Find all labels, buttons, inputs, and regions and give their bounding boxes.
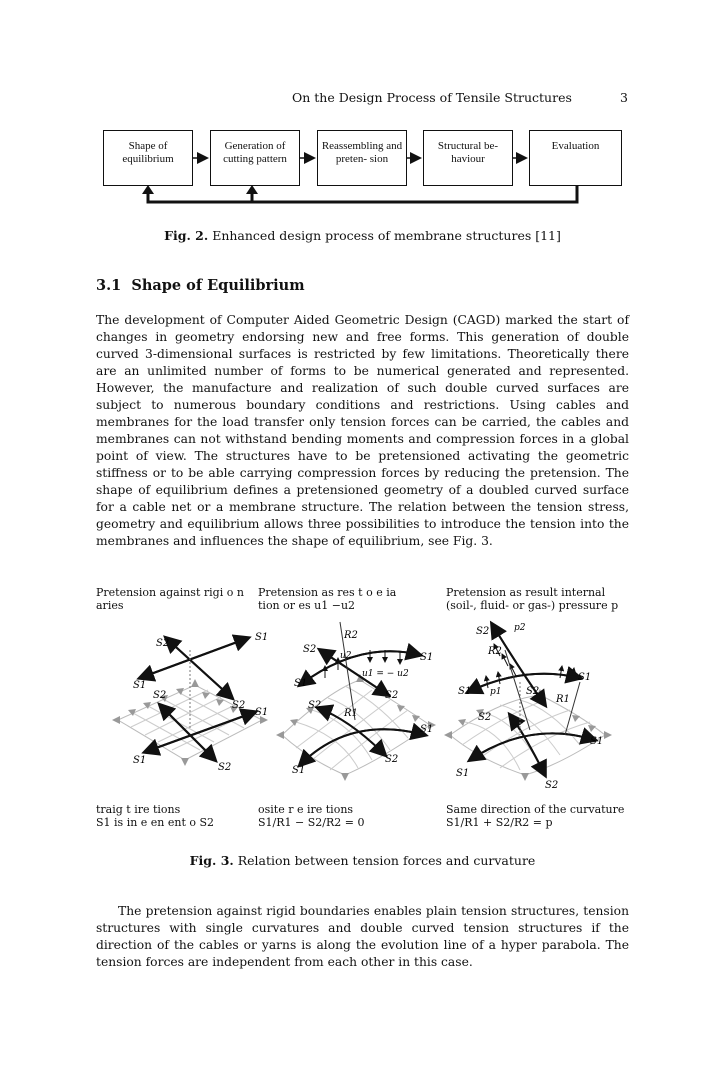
label-s2: S2 [303, 644, 317, 655]
label-s1: S1 [420, 724, 434, 735]
label-s2: S2 [153, 690, 167, 701]
panel3-bottom [446, 803, 636, 829]
running-header: On the Design Process of Tensile Structures [292, 90, 572, 105]
label-s1: S1 [255, 632, 269, 643]
figure-3-caption-text: Relation between tension forces and curvature [237, 853, 536, 868]
label-s2: S2 [385, 754, 399, 765]
panel2-title-line1: Pretension as res t o e ia [258, 586, 397, 599]
panel3-formula: S1/R1 + S2/R2 = p [446, 816, 553, 829]
panel3-diagram [444, 623, 612, 791]
paragraph-1 [96, 312, 629, 550]
panel1-diagram [112, 632, 268, 773]
label-s1: S1 [292, 765, 306, 776]
panel3-title [446, 586, 636, 612]
panel1-bottom-line1: traig t ire tions [96, 803, 181, 816]
label-s1: S1 [255, 707, 269, 718]
figure-2-caption [96, 228, 629, 243]
paragraph-2-text: The pretension against rigid boundaries enables plain tension structures, tension structures with single curvatures and double curved tension structures if the direction of the cables or yarns is along the evolution line of a hyper parabola. The tension forces are independent from each other in this case. [96, 904, 629, 969]
panel3-title-line2: (soil-, fluid- or gas-) pressure p [446, 599, 619, 612]
section-title: Shape of Equilibrium [131, 277, 305, 294]
figure-3-diagrams [0, 610, 725, 800]
label-s2: S2 [156, 638, 170, 649]
paragraph-2 [96, 903, 629, 971]
flow-box-evaluation: Evaluation [529, 130, 622, 186]
label-r1: R1 [556, 694, 570, 705]
label-r2: R2 [344, 630, 358, 641]
label-s1: S1 [420, 652, 434, 663]
label-s2: S2 [232, 700, 246, 711]
label-s1: S1 [133, 680, 147, 691]
label-u-equation: u1 = − u2 [362, 669, 409, 679]
flow-box-shape-of-equilibrium: Shape of equilibrium [103, 130, 193, 186]
label-s2: S2 [218, 762, 232, 773]
feedback-arrowhead [246, 185, 258, 194]
panel1-title: Pretension against rigi o n aries [96, 586, 244, 612]
flow-box-cutting-pattern: Generation of cutting pattern [210, 130, 300, 186]
section-heading [96, 277, 305, 294]
label-u2: u2 [340, 651, 352, 661]
feedback-line [148, 186, 577, 202]
s1-top-curve [468, 674, 580, 692]
panel2-formula: S1/R1 − S2/R2 = 0 [258, 816, 365, 829]
flowchart-arrows [0, 0, 725, 220]
figure-3-label: Fig. 3. [189, 853, 234, 868]
panel3-bottom-line1: Same direction of the curvature [446, 803, 625, 816]
s1-top-curve [468, 674, 580, 692]
panel2-bottom-line1: osite r e ire tions [258, 803, 354, 816]
panel2-title-line2: tion or es u1 −u2 [258, 599, 356, 612]
label-r1: R1 [344, 708, 358, 719]
panel1-bottom [96, 803, 256, 829]
label-p1: p1 [490, 687, 502, 697]
label-s1: S1 [458, 686, 472, 697]
label-r2: R2 [488, 646, 502, 657]
panel3-title-line1: Pretension as result internal [446, 586, 606, 599]
page-number: 3 [620, 90, 628, 105]
section-number: 3.1 [96, 277, 122, 294]
paragraph-1-text: The development of Computer Aided Geometric Design (CAGD) marked the start of changes in geometry endorsing new and free forms. This generation of double curved 3-dimensional surfaces is restricted by few limitations. Theoretically there are an unlimited number of forms to be numerical generated and represented. However, the manufacture and realization of such double curved surfaces are subject to numerous boundary conditions and restrictions. Using cables and membranes for the load transfer only tension forces can be carried, the cables and membranes can not withstand bending moments and compression forces in a global point of view. The structures have to be pretensioned activating the geometric stiffness or to be able carrying compression forces by reducing the pretension. The shape of equilibrium defines a pretensioned geometry of a doubled curved surface for a cable net or a membrane structure. The relation between the tension stress, geometry and equilibrium allows three possibilities to introduce the tension into the membranes and influences the shape of equilibrium, see Fig. 3. [96, 313, 629, 548]
label-s1: S1 [590, 736, 604, 747]
label-s2: S2 [545, 780, 559, 791]
label-s1: S1 [133, 755, 147, 766]
figure-2-caption-text: Enhanced design process of membrane structures [11] [212, 228, 561, 243]
panel1-bottom-line2: S1 is in e en ent o S2 [96, 816, 215, 829]
label-p2: p2 [514, 623, 526, 633]
label-s2: S2 [526, 686, 540, 697]
feedback-arrowhead [142, 185, 154, 194]
label-s1: S1 [578, 672, 592, 683]
label-s1: S1 [294, 678, 308, 689]
flow-box-reassembling: Reassembling and preten- sion [317, 130, 407, 186]
figure-2-label: Fig. 2. [164, 228, 209, 243]
label-s2: S2 [476, 626, 490, 637]
label-s1: S1 [456, 768, 470, 779]
label-s2: S2 [308, 700, 322, 711]
figure-3-caption [96, 853, 629, 868]
panel2-bottom [258, 803, 438, 829]
label-s2: S2 [478, 712, 492, 723]
panel2-diagram [276, 622, 436, 781]
panel2-title [258, 586, 438, 612]
flow-box-structural-behaviour: Structural be- haviour [423, 130, 513, 186]
label-s2: S2 [385, 690, 399, 701]
